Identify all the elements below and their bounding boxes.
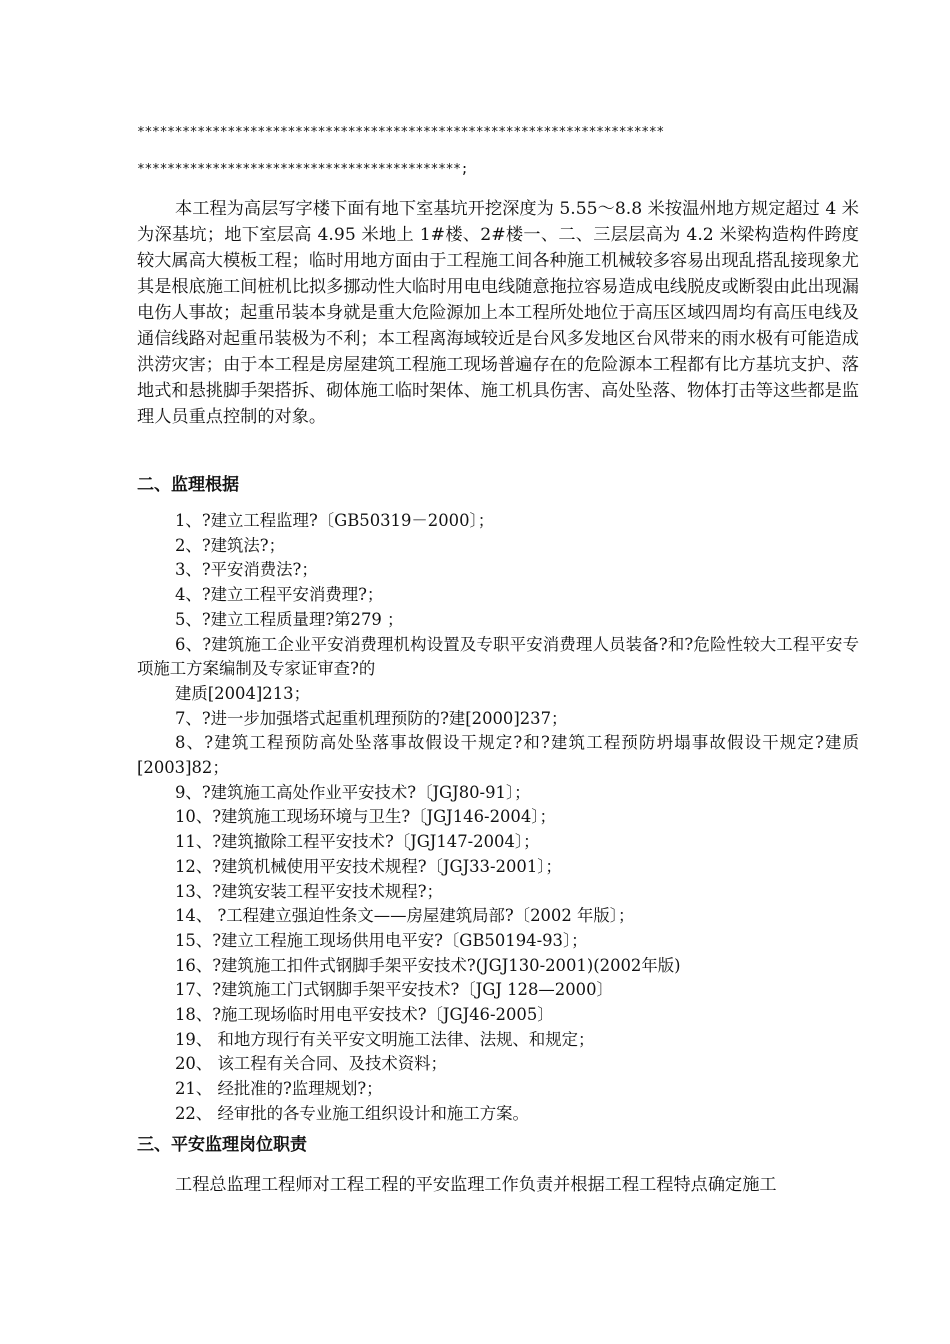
duties-paragraph: 工程总监理工程师对工程工程的平安监理工作负责并根据工程工程特点确定施工 bbox=[175, 1175, 777, 1195]
list-item: 8、?建筑工程预防高处坠落事故假设干规定?和?建筑工程预防坍塌事故假设干规定?建质[2003]82； bbox=[137, 733, 859, 778]
list-item: 3、?平安消费法?； bbox=[175, 560, 318, 580]
intro-paragraph: 本工程为高层写字楼下面有地下室基坑开挖深度为 5.55～8.8 米按温州地方规定超过 4 米为深基坑；地下室层高 4.95 米地上 1#楼、2#楼一、二、三层层高为 4.2 米梁构造构件跨度较大属高大模板工程；临时用地方面由于工程施工间各种施工机械较多容易出现乱搭乱接现象尤其是根底施工间桩机比拟多挪动性大临时用电电线随意拖拉容易造成电线脱皮或断裂由此出现漏电伤人事故；起重吊装本身就是重大危险源加上本工程所处地位于高压区域四周均有高压电线及通信线路对起重吊装极为不利；本工程离海域较近是台风多发地区台风带来的雨水极有可能造成洪涝灾害；由于本工程是房屋建筑工程施工现场普遍存在的危险源本工程都有比方基坑支护、落地式和悬挑脚手架搭拆、砌体施工临时架体、施工机具伤害、高处坠落、物体打击等这些都是监理人员重点控制的对象。 bbox=[137, 199, 859, 427]
list-item: 10、?建筑施工现场环境与卫生?〔JGJ146-2004〕； bbox=[175, 807, 556, 827]
list-item: 7、?进一步加强塔式起重机理预防的?建[2000]237； bbox=[175, 708, 568, 728]
list-item: 17、?建筑施工门式钢脚手架平安技术?〔JGJ 128—2000〕 bbox=[175, 980, 613, 1000]
basis-list bbox=[137, 509, 859, 1127]
list-item: 20、 该工程有关合同、及技术资料； bbox=[175, 1054, 447, 1074]
section-heading-basis: 二、监理根据 bbox=[137, 475, 239, 495]
list-item: 5、?建立工程质量理?第279 ； bbox=[175, 609, 404, 629]
list-item: 4、?建立工程平安消费理?； bbox=[175, 585, 384, 605]
list-item: 22、 经审批的各专业施工组织设计和施工方案。 bbox=[175, 1103, 529, 1123]
list-item: 6、?建筑施工企业平安消费理机构设置及专职平安消费理人员装备?和?危险性较大工程平安专项施工方案编制及专家证审查?的 bbox=[137, 634, 859, 679]
list-item: 21、 经批准的?监理规划?； bbox=[175, 1079, 383, 1099]
section-heading-duties: 三、平安监理岗位职责 bbox=[137, 1135, 307, 1155]
list-item: 9、?建筑施工高处作业平安技术?〔JGJ80-91〕； bbox=[175, 782, 531, 802]
asterisk-separator-line-2: *******************************************; bbox=[137, 162, 469, 177]
list-item: 13、?建筑安装工程平安技术规程?； bbox=[175, 881, 443, 901]
list-item: 19、 和地方现行有关平安文明施工法律、法规、和规定； bbox=[175, 1029, 595, 1049]
list-item: 14、 ?工程建立强迫性条文——房屋建筑局部?〔2002 年版〕； bbox=[175, 906, 635, 926]
list-item: 1、?建立工程监理?〔GB50319－2000〕； bbox=[175, 511, 495, 530]
list-item: 12、?建筑机械使用平安技术规程?〔JGJ33-2001〕； bbox=[175, 856, 562, 876]
list-item: 15、?建立工程施工现场供用电平安?〔GB50194-93〕； bbox=[175, 930, 588, 950]
list-item: 18、?施工现场临时用电平安技术?〔JGJ46-2005〕 bbox=[175, 1005, 554, 1025]
list-item: 16、?建筑施工扣件式钢脚手架平安技术?(JGJ130-2001)(2002年版) bbox=[175, 955, 681, 975]
list-item: 2、?建筑法?； bbox=[175, 535, 285, 555]
asterisk-separator-line-1: ********************************************************************** bbox=[137, 125, 664, 140]
list-item: 建质[2004]213； bbox=[175, 683, 310, 703]
list-item: 11、?建筑撤除工程平安技术?〔JGJ147-2004〕； bbox=[175, 832, 540, 852]
